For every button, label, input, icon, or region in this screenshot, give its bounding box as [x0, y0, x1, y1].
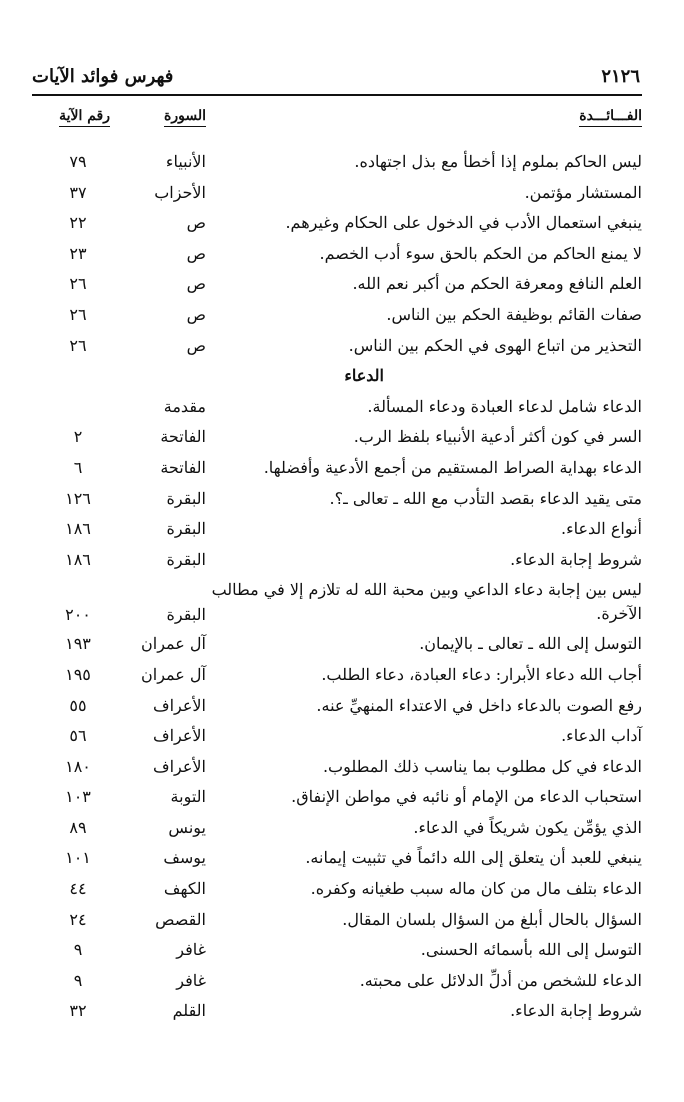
- ayah-number: ٩: [73, 940, 83, 960]
- surah-name: يوسف: [163, 848, 206, 868]
- ayah-number: ٩: [73, 970, 83, 990]
- surah-name: ص: [186, 274, 206, 294]
- surah-name: القصص: [155, 909, 206, 929]
- faida-text: أجاب الله دعاء الأبرار: دعاء العبادة، دعاء الطلب.: [321, 664, 642, 684]
- surah-name: البقرة: [166, 605, 206, 625]
- index-row: [0, 659, 684, 690]
- index-row: [0, 513, 684, 544]
- faida-text: شروط إجابة الدعاء.: [510, 549, 642, 569]
- faida-text: صفات القائم بوظيفة الحكم بين الناس.: [386, 304, 642, 324]
- index-row: [0, 483, 684, 514]
- ayah-number: ٢٤: [69, 909, 87, 929]
- ayah-number: ١٩٣: [65, 634, 91, 654]
- index-row: [0, 751, 684, 782]
- index-row: [0, 842, 684, 873]
- faida-text: آداب الدعاء.: [561, 726, 642, 746]
- surah-name: البقرة: [166, 519, 206, 539]
- ayah-number: ١٠٣: [65, 787, 91, 807]
- ayah-number: ٢٦: [69, 274, 87, 294]
- page-title: فهرس فوائد الآيات: [32, 65, 174, 87]
- section-title: الدعاء: [344, 366, 384, 386]
- surah-name: القلم: [172, 1001, 206, 1021]
- ayah-number: ٨٩: [69, 817, 87, 837]
- index-row: [0, 207, 684, 238]
- index-row: [0, 299, 684, 330]
- surah-name: الكهف: [163, 879, 206, 899]
- faida-text: التحذير من اتباع الهوى في الحكم بين الناس.: [348, 335, 642, 355]
- header-rule: [32, 94, 642, 96]
- ayah-number: ١٨٦: [65, 549, 91, 569]
- faida-text: التوسل إلى الله ـ تعالى ـ بالإيمان.: [419, 634, 642, 654]
- index-row: [0, 391, 684, 422]
- ayah-number: ٥٥: [69, 695, 87, 715]
- page-number: ٢١٢٦: [601, 65, 640, 87]
- index-row: [0, 238, 684, 269]
- index-row: [0, 574, 684, 628]
- ayah-number: ١٨٦: [65, 519, 91, 539]
- ayah-number: ٢٦: [69, 304, 87, 324]
- faida-text: ينبغي استعمال الأدب في الدخول على الحكام وغيرهم.: [285, 213, 642, 233]
- column-header-surah: السورة: [164, 108, 206, 127]
- faida-text: الدعاء بتلف مال من كان ماله سبب طغيانه وكفره.: [310, 879, 642, 899]
- index-row: [0, 873, 684, 904]
- page-header: [32, 62, 640, 90]
- index-row: [0, 934, 684, 965]
- index-row: [0, 177, 684, 208]
- ayah-number: ٣٧: [69, 182, 87, 202]
- surah-name: الأعراف: [153, 756, 206, 776]
- faida-text: استحباب الدعاء من الإمام أو نائبه في مواطن الإنفاق.: [291, 787, 642, 807]
- surah-name: آل عمران: [141, 664, 206, 684]
- index-row: [0, 812, 684, 843]
- surah-name: الأعراف: [153, 695, 206, 715]
- surah-name: مقدمة: [163, 396, 206, 416]
- faida-text: الذي يؤمِّن يكون شريكاً في الدعاء.: [413, 817, 642, 837]
- surah-name: الفاتحة: [160, 427, 206, 447]
- column-header-faida: الفـــائـــدة: [579, 108, 642, 127]
- faida-text: الدعاء في كل مطلوب بما يناسب ذلك المطلوب.: [322, 756, 642, 776]
- index-row: [0, 690, 684, 721]
- index-row: [0, 720, 684, 751]
- index-row: [0, 904, 684, 935]
- ayah-number: ٣٢: [69, 1001, 87, 1021]
- index-row: [0, 544, 684, 575]
- faida-text: متى يقيد الدعاء بقصد التأدب مع الله ـ تعالى ـ؟.: [329, 488, 642, 508]
- ayah-number: ٥٦: [69, 726, 87, 746]
- index-row: [0, 965, 684, 996]
- index-row: [0, 268, 684, 299]
- surah-name: ص: [186, 304, 206, 324]
- index-row: [0, 330, 684, 361]
- faida-text: التوسل إلى الله بأسمائه الحسنى.: [420, 940, 642, 960]
- index-row: [0, 421, 684, 452]
- faida-text: شروط إجابة الدعاء.: [510, 1001, 642, 1021]
- faida-text: المستشار مؤتمن.: [524, 182, 642, 202]
- surah-name: البقرة: [166, 549, 206, 569]
- surah-name: الأنبياء: [165, 152, 206, 171]
- index-row: [0, 452, 684, 483]
- surah-name: يونس: [168, 817, 206, 837]
- surah-name: ص: [186, 213, 206, 233]
- index-row: [0, 781, 684, 812]
- ayah-number: ١٠١: [65, 848, 91, 868]
- index-row: [0, 628, 684, 659]
- ayah-number: ٢٢: [69, 213, 87, 233]
- index-row: [0, 146, 684, 177]
- faida-text: الدعاء للشخص من أدلِّ الدلائل على محبته.: [359, 970, 642, 990]
- ayah-number: ٧٩: [69, 152, 87, 171]
- ayah-number: ٢٣: [69, 243, 87, 263]
- surah-name: غافر: [176, 940, 206, 960]
- faida-text: ليس بين إجابة دعاء الداعي وبين محبة الله له تلازم إلا في مطالب الآخرة.: [211, 580, 642, 624]
- faida-text: رفع الصوت بالدعاء داخل في الاعتداء المنهيِّ عنه.: [316, 695, 642, 715]
- faida-text: لا يمنع الحاكم من الحكم بالحق سوء أدب الخصم.: [319, 243, 642, 263]
- index-table: [0, 146, 684, 1026]
- surah-name: الأحزاب: [154, 182, 206, 202]
- column-header-ayah: رقم الآية: [59, 108, 110, 127]
- surah-name: آل عمران: [141, 634, 206, 654]
- ayah-number: ٢٠٠: [65, 605, 91, 625]
- faida-text: الدعاء شامل لدعاء العبادة ودعاء المسألة.: [367, 396, 642, 416]
- surah-name: البقرة: [166, 488, 206, 508]
- index-row: [0, 995, 684, 1026]
- surah-name: الأعراف: [153, 726, 206, 746]
- ayah-number: ٤٤: [69, 879, 87, 899]
- surah-name: غافر: [176, 970, 206, 990]
- ayah-number: ٦: [73, 457, 83, 477]
- ayah-number: ٢٦: [69, 335, 87, 355]
- ayah-number: ١٩٥: [65, 664, 91, 684]
- surah-name: الفاتحة: [160, 457, 206, 477]
- section-heading: [0, 360, 684, 391]
- faida-text: السر في كون أكثر أدعية الأنبياء بلفظ الرب.: [353, 427, 642, 447]
- surah-name: ص: [186, 243, 206, 263]
- faida-text: السؤال بالحال أبلغ من السؤال بلسان المقال.: [342, 909, 642, 929]
- faida-text: أنواع الدعاء.: [561, 519, 642, 539]
- ayah-number: ٢: [73, 427, 83, 447]
- surah-name: التوبة: [170, 787, 206, 807]
- faida-text: ينبغي للعبد أن يتعلق إلى الله دائماً في تثبيت إيمانه.: [305, 848, 642, 868]
- ayah-number: ١٢٦: [65, 488, 91, 508]
- faida-text: ليس الحاكم بملوم إذا أخطأ مع بذل اجتهاده.: [354, 152, 642, 171]
- surah-name: ص: [186, 335, 206, 355]
- faida-text: العلم النافع ومعرفة الحكم من أكبر نعم الله.: [352, 274, 642, 294]
- faida-text: الدعاء بهداية الصراط المستقيم من أجمع الأدعية وأفضلها.: [263, 457, 642, 477]
- ayah-number: ١٨٠: [65, 756, 91, 776]
